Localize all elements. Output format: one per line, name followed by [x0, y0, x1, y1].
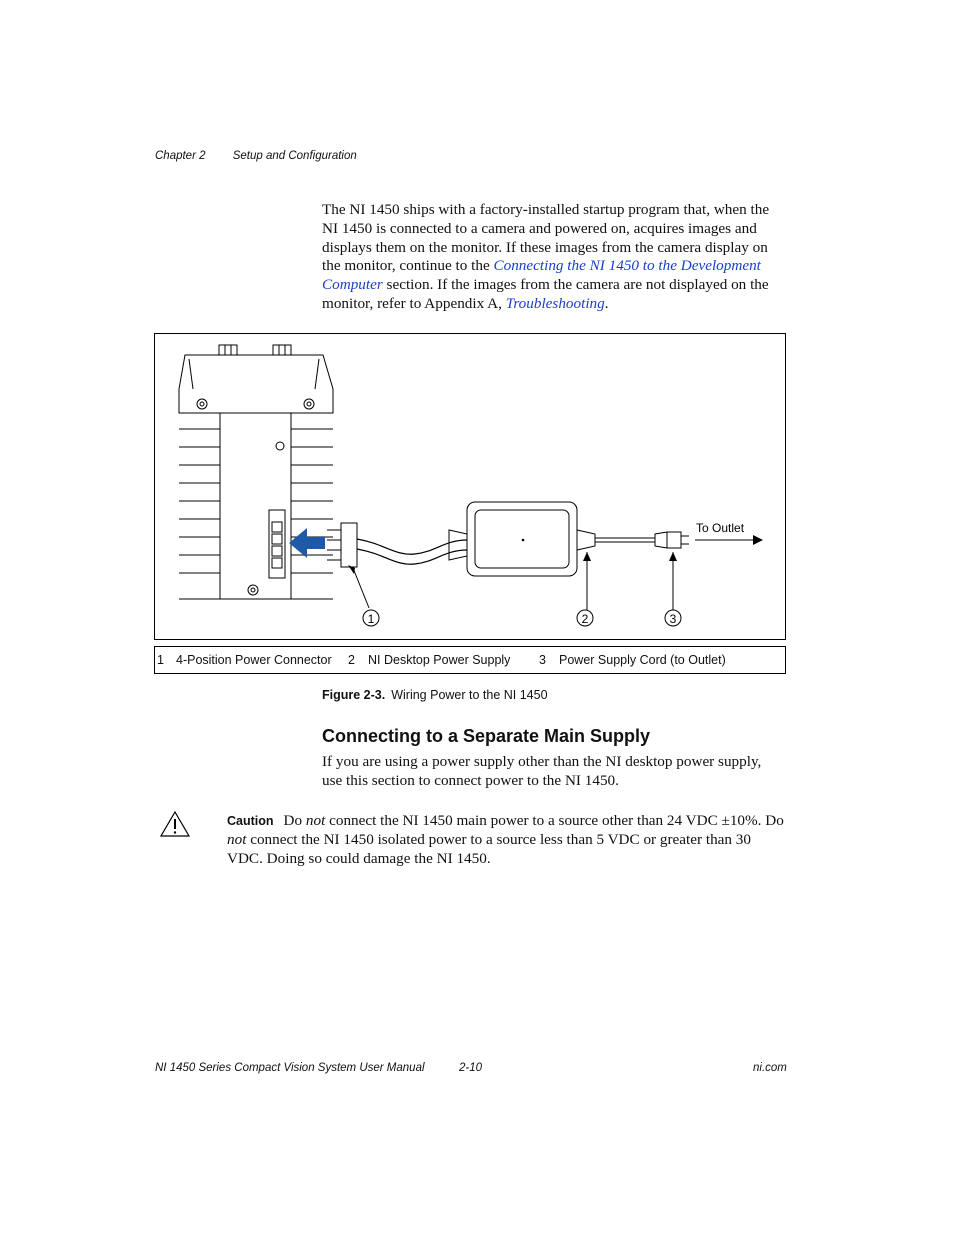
- intro-text-3: .: [604, 294, 609, 312]
- device-body: [220, 413, 291, 599]
- device-top-port-right: [273, 345, 291, 355]
- figure-caption-text: Wiring Power to the NI 1450: [391, 688, 548, 702]
- wiring-diagram: [155, 334, 785, 639]
- footer-website[interactable]: ni.com: [753, 1062, 787, 1074]
- caution-emphasis-2: not: [227, 830, 247, 848]
- to-outlet-label: To Outlet: [696, 521, 745, 535]
- figure-wiring-diagram: [154, 333, 786, 640]
- header-section: Setup and Configuration: [232, 150, 357, 162]
- header-chapter: Chapter 2: [155, 150, 206, 162]
- footer-page-number: 2-10: [459, 1062, 483, 1074]
- legend-item-2-label: NI Desktop Power Supply: [368, 653, 511, 667]
- footer-manual-title: NI 1450 Series Compact Vision System User Manual: [155, 1062, 425, 1074]
- device-top-port-left: [219, 345, 237, 355]
- figure-legend: [154, 646, 786, 674]
- legend-item-3-number: 3: [539, 653, 546, 667]
- section-body: If you are using a power supply other than the NI desktop power supply, use this section to connect power to the NI 1450.: [322, 753, 762, 789]
- four-position-connector: [341, 523, 357, 567]
- figure-caption-label: Figure 2-3.: [322, 688, 386, 702]
- link-connecting-to-development-computer[interactable]: Connecting the NI 1450 to the Development Computer: [322, 257, 761, 294]
- caution-emphasis-1: not: [305, 812, 326, 829]
- mounting-screw-icon: [197, 399, 207, 409]
- caution-text-3: connect the NI 1450 isolated power to a source less than 5 VDC or greater than 30 VDC. Doing so could damage the NI 1450.: [227, 830, 751, 867]
- arrow-head-icon: [753, 535, 763, 545]
- desktop-power-supply: [467, 502, 577, 576]
- legend-item-1-number: 1: [157, 653, 164, 667]
- legend-item-2-number: 2: [348, 653, 355, 667]
- ground-screw-icon: [248, 585, 258, 595]
- caution-label: Caution: [227, 814, 274, 828]
- caution-text-2: connect the NI 1450 main power to a source other than 24 VDC ±10%. Do: [325, 812, 784, 829]
- figure-caption: [322, 688, 548, 702]
- legend-item-3-label: Power Supply Cord (to Outlet): [559, 653, 726, 667]
- intro-text-1: The NI 1450 ships with a factory-installed startup program that, when the NI 1450 is connected to a camera and powered on, acquires images and displays them on the monitor. If these images from the camera display on the monitor, continue to the: [322, 201, 770, 275]
- status-led-icon: [276, 442, 284, 450]
- warning-triangle-icon: [160, 811, 190, 837]
- intro-paragraph: [322, 201, 784, 314]
- caution-note: [227, 812, 787, 868]
- running-header: [155, 150, 381, 162]
- insert-direction-arrow-icon: [289, 528, 325, 558]
- callout-1-number: 1: [367, 612, 375, 626]
- section-heading: Connecting to a Separate Main Supply: [322, 726, 651, 746]
- caution-text-1: Do: [283, 812, 306, 829]
- device-top-bevel: [179, 355, 333, 413]
- mounting-screw-icon: [304, 399, 314, 409]
- ac-plug: [655, 532, 667, 548]
- callout-2-number: 2: [581, 612, 589, 626]
- intro-text-2: section. If the images from the camera are not displayed on the monitor, refer to Appendix A,: [322, 276, 769, 312]
- link-troubleshooting[interactable]: Troubleshooting: [505, 294, 605, 312]
- legend-item-1-label: 4-Position Power Connector: [176, 653, 332, 667]
- callout-3-number: 3: [669, 612, 677, 626]
